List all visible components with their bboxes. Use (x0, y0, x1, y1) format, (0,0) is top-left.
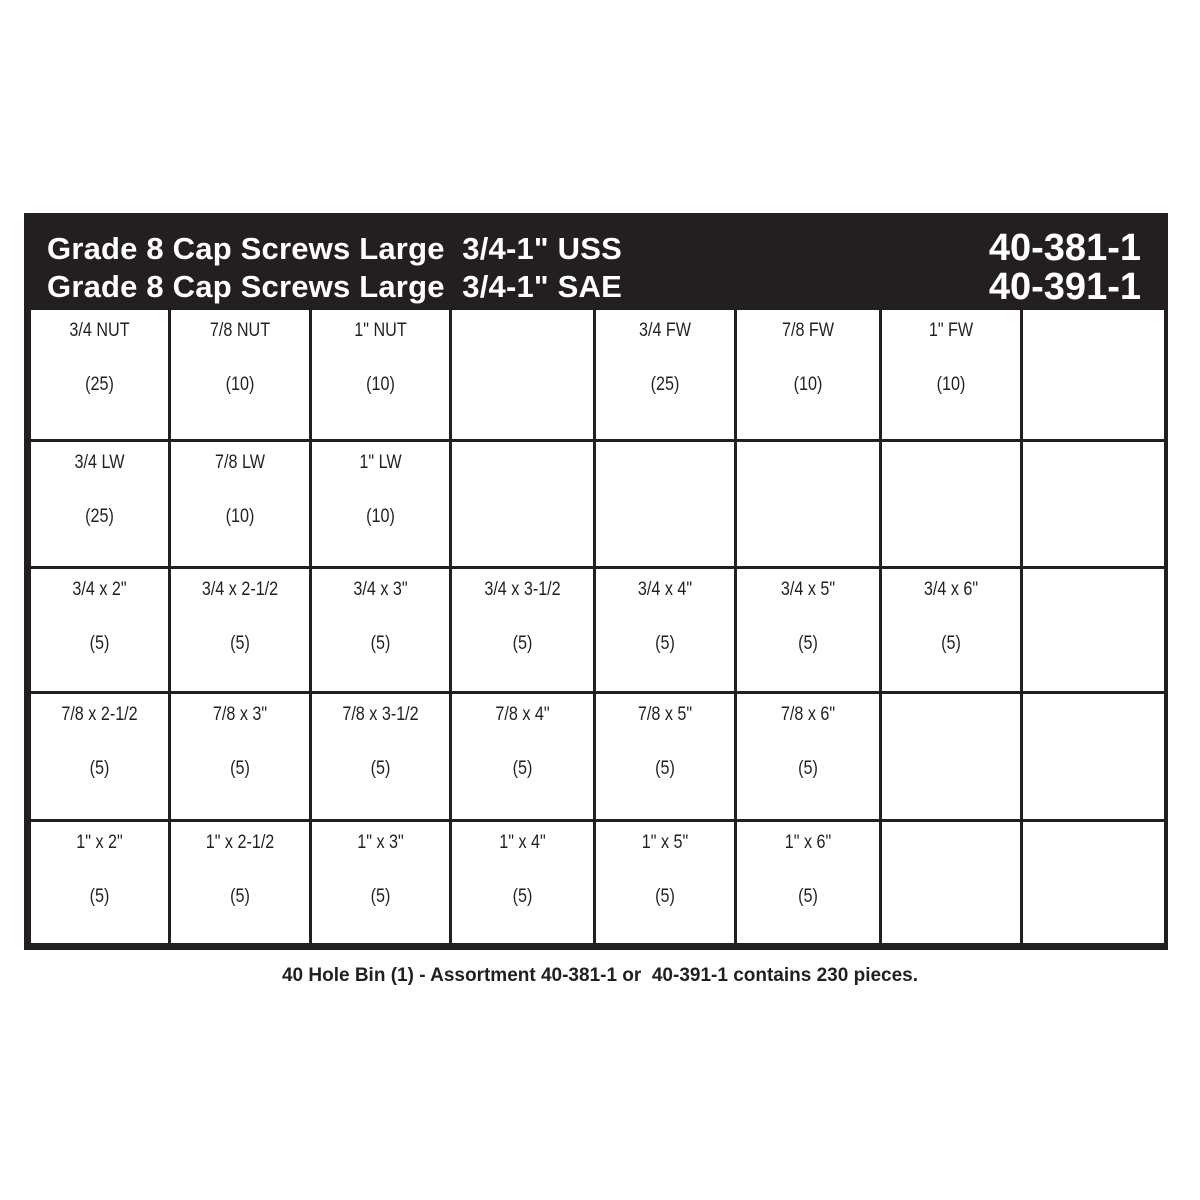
bin-cell (596, 442, 734, 566)
bin-cell (1023, 442, 1164, 566)
bin-quantity: (5) (512, 886, 533, 907)
bin-cell (31, 442, 168, 566)
bin-quantity: (5) (655, 633, 675, 654)
bin-quantity: (5) (230, 886, 250, 907)
bin-quantity: (5) (230, 633, 250, 654)
bin-cell (452, 310, 593, 439)
bin-cell (31, 694, 168, 819)
bin-quantity: (10) (225, 506, 255, 527)
bin-label: 7/8 LW (215, 452, 265, 473)
bin-quantity: (5) (370, 758, 391, 779)
bin-label: 1" x 2-1/2 (205, 832, 275, 853)
bin-label: 3/4 x 6" (923, 579, 979, 600)
part-number-uss: 40-381-1 (988, 227, 1141, 269)
bin-label: 1" x 3" (357, 832, 404, 853)
bin-label: 7/8 x 3-1/2 (342, 704, 419, 725)
bin-quantity: (5) (89, 633, 110, 654)
bin-label: 7/8 x 6" (780, 704, 836, 725)
bin-cell (1023, 822, 1164, 943)
bin-quantity: (10) (366, 506, 395, 527)
bin-cell (1023, 694, 1164, 819)
title-sae: Grade 8 Cap Screws Large 3/4-1" SAE (47, 269, 622, 304)
bin-cell (882, 822, 1020, 943)
bin-cell (312, 694, 449, 819)
bin-label: 1" x 6" (784, 832, 832, 853)
bin-label: 1" x 2" (76, 832, 123, 853)
bin-quantity: (10) (793, 374, 823, 395)
bin-cell (171, 694, 309, 819)
bin-cell (171, 442, 309, 566)
bin-label: 1" FW (928, 320, 974, 341)
bin-cell (312, 310, 449, 439)
bin-cell (171, 310, 309, 439)
bin-label: 1" NUT (354, 320, 407, 341)
bin-cell (882, 310, 1020, 439)
bin-cell (882, 569, 1020, 691)
bin-label: 1" LW (359, 452, 402, 473)
bin-label: 7/8 x 5" (637, 704, 693, 725)
bin-cell (31, 569, 168, 691)
footer-note: 40 Hole Bin (1) - Assortment 40-381-1 or 40-391-1 contains 230 pieces. (281, 965, 919, 986)
bin-cell (312, 822, 449, 943)
bin-quantity: (5) (941, 633, 961, 654)
bin-cell (31, 310, 168, 439)
bin-label: 3/4 NUT (69, 320, 130, 341)
bin-quantity: (5) (512, 758, 533, 779)
bin-cell (737, 569, 879, 691)
bin-cell (596, 694, 734, 819)
bin-quantity: (5) (655, 758, 675, 779)
bin-label: 3/4 x 3-1/2 (484, 579, 561, 600)
bin-quantity: (10) (366, 374, 395, 395)
bin-quantity: (10) (225, 374, 255, 395)
bin-label: 7/8 NUT (209, 320, 271, 341)
card-header (24, 213, 1168, 308)
bin-cell (452, 694, 593, 819)
bin-cell (171, 822, 309, 943)
bin-cell (31, 822, 168, 943)
title-uss: Grade 8 Cap Screws Large 3/4-1" USS (47, 231, 622, 266)
bin-quantity: (5) (798, 758, 818, 779)
bin-cell (596, 569, 734, 691)
bin-cell (737, 310, 879, 439)
bin-quantity: (5) (798, 633, 818, 654)
bin-label: 3/4 x 4" (637, 579, 693, 600)
bin-quantity: (5) (89, 758, 110, 779)
bin-cell (596, 310, 734, 439)
bin-cell (882, 694, 1020, 819)
bin-cell (452, 569, 593, 691)
bin-label: 3/4 FW (638, 320, 692, 341)
bin-quantity: (5) (370, 633, 391, 654)
bin-cell (1023, 569, 1164, 691)
bin-quantity: (5) (89, 886, 110, 907)
bin-cell (596, 822, 734, 943)
bin-quantity: (5) (230, 758, 250, 779)
bin-label: 7/8 FW (781, 320, 835, 341)
bin-cell (171, 569, 309, 691)
bin-quantity: (10) (936, 374, 966, 395)
bin-label: 3/4 x 3" (353, 579, 408, 600)
bin-label: 7/8 x 4" (495, 704, 550, 725)
bin-cell (312, 442, 449, 566)
bin-label: 3/4 x 2-1/2 (201, 579, 279, 600)
bin-cell (452, 822, 593, 943)
bin-cell (737, 694, 879, 819)
bin-quantity: (5) (512, 633, 533, 654)
bin-label: 1" x 4" (499, 832, 546, 853)
bin-cell (882, 442, 1020, 566)
bin-quantity: (25) (650, 374, 680, 395)
bin-quantity: (25) (85, 374, 114, 395)
bin-cell (1023, 310, 1164, 439)
bin-label: 3/4 x 2" (72, 579, 127, 600)
bin-label: 7/8 x 2-1/2 (61, 704, 138, 725)
bin-label: 7/8 x 3" (212, 704, 268, 725)
bin-label: 1" x 5" (641, 832, 689, 853)
assortment-card (24, 213, 1168, 950)
bin-quantity: (5) (655, 886, 675, 907)
bin-quantity: (5) (798, 886, 818, 907)
bin-cell (312, 569, 449, 691)
bin-quantity: (25) (85, 506, 114, 527)
bin-cell (452, 442, 593, 566)
part-number-sae: 40-391-1 (988, 266, 1141, 308)
bin-label: 3/4 x 5" (780, 579, 836, 600)
bin-label: 3/4 LW (74, 452, 125, 473)
bin-cell (737, 822, 879, 943)
bin-cell (737, 442, 879, 566)
bin-quantity: (5) (370, 886, 391, 907)
